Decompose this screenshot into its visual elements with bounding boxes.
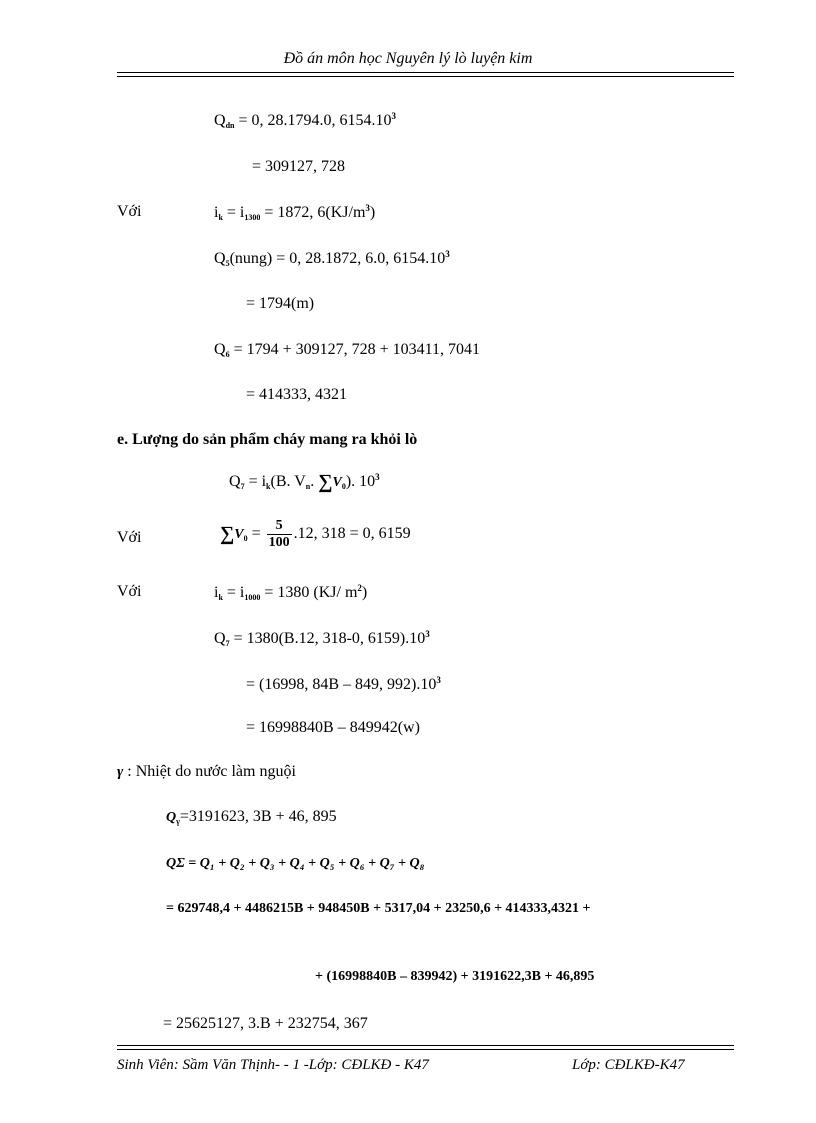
i-subscript: k xyxy=(218,213,223,222)
i-subscript-2: 1300 xyxy=(244,213,261,222)
q-symbol: Q xyxy=(214,630,226,647)
exponent: 3 xyxy=(391,111,396,121)
equation-rhs: (nung) = 0, 28.1872, 6.0, 6154.10 xyxy=(229,250,446,267)
v-symbol: V xyxy=(332,475,342,490)
vn-subscript: n xyxy=(305,482,311,491)
header-rule-bottom xyxy=(117,76,734,77)
q-subscript: 7 xyxy=(225,639,230,648)
v-subscript: 0 xyxy=(341,482,346,491)
equation-rhs: =3191623, 3B + 46, 895 xyxy=(179,808,337,825)
footer-rule-bottom xyxy=(117,1049,734,1050)
equation-q7-general xyxy=(229,471,380,494)
b-vn: (B. V xyxy=(270,473,306,490)
exponent: 3 xyxy=(425,629,430,639)
sigma-symbol: ∑ xyxy=(220,523,235,546)
dot: . xyxy=(310,473,319,490)
q-symbol: Q xyxy=(229,473,241,490)
q-symbol: Q xyxy=(214,250,226,267)
i-subscript: k xyxy=(218,593,223,602)
equals-i: = i xyxy=(244,473,267,490)
equation-rhs: = 1380(B.12, 318-0, 6159).10 xyxy=(229,630,426,647)
equation-q-gamma xyxy=(166,808,337,826)
equals: = xyxy=(247,525,265,543)
equation-q6 xyxy=(214,341,480,359)
exponent: 2 xyxy=(357,583,362,593)
q-symbol: Q xyxy=(214,341,226,358)
i-symbol: i xyxy=(214,584,219,601)
q-subscript: 7 xyxy=(240,482,245,491)
result-q-dn: = 309127, 728 xyxy=(252,158,346,175)
equation-rhs: = 1872, 6(KJ/m xyxy=(260,204,366,221)
i-subscript-2: 1000 xyxy=(244,593,261,602)
exponent: 3 xyxy=(365,203,370,213)
i-symbol: i xyxy=(214,204,219,221)
result-q6: = 414333, 4321 xyxy=(246,386,348,403)
fraction xyxy=(267,518,292,551)
q-subscript: 5 xyxy=(225,259,230,268)
equation-q-dn xyxy=(214,111,396,130)
q-subscript: 6 xyxy=(225,350,230,359)
result-q7-step xyxy=(246,675,441,694)
close-paren: ) xyxy=(369,204,376,221)
footer-rule-top xyxy=(117,1045,734,1046)
close-times-10: ). 10 xyxy=(345,473,376,490)
i-symbol-2: = i xyxy=(222,584,245,601)
footer-student: Sinh Viên: Sầm Văn Thịnh- - 1 -Lớp: CĐLKĐ - K47 xyxy=(117,1057,429,1073)
result-q-sum: = 25625127, 3.B + 232754, 367 xyxy=(163,1015,368,1032)
result-q5: = 1794(m) xyxy=(246,295,315,312)
equation-q5-nung xyxy=(214,249,450,268)
q-symbol: Q xyxy=(166,810,177,825)
equation-sum-expanded: = 629748,4 + 4486215B + 948450B + 5317,04 + 23250,6 + 414333,4321 + xyxy=(166,901,591,916)
gamma-description: : Nhiệt do nước làm nguội xyxy=(123,763,296,780)
sigma-symbol: ∑ xyxy=(318,471,333,493)
q-subscript: dn xyxy=(225,121,235,130)
equation-rhs: = 1380 (KJ/ m xyxy=(260,584,358,601)
exponent: 3 xyxy=(375,472,380,482)
equation-rhs: = 0, 28.1794.0, 6154.10 xyxy=(234,112,392,129)
q-subscript: γ xyxy=(176,817,180,826)
close-paren: ) xyxy=(361,584,368,601)
step-text: = (16998, 84B – 849, 992).10 xyxy=(246,676,437,693)
result-q7: = 16998840B – 849942(w) xyxy=(246,719,420,736)
gamma-symbol: γ xyxy=(117,764,124,780)
equation-sum-v0 xyxy=(220,518,411,551)
gamma-definition xyxy=(117,763,296,781)
v-subscript: 0 xyxy=(243,534,248,544)
exponent: 3 xyxy=(445,249,450,259)
label-voi-1: Với xyxy=(117,203,142,220)
equation-q7-value xyxy=(214,629,430,648)
header-rule-top xyxy=(117,72,734,73)
equation-ik-1000 xyxy=(214,583,367,602)
exponent: 3 xyxy=(436,675,441,685)
q-symbol: Q xyxy=(214,112,226,129)
footer-class: Lớp: CĐLKĐ-K47 xyxy=(572,1057,685,1073)
label-voi-2: Với xyxy=(117,529,142,546)
equation-rhs: = 1794 + 309127, 728 + 103411, 7041 xyxy=(229,341,481,358)
fraction-numerator: 5 xyxy=(267,518,292,535)
equation-q-sum: QΣ = Q₁ + Q₂ + Q₃ + Q₄ + Q₅ + Q₆ + Q₇ + Q₈ xyxy=(166,856,425,871)
i-symbol-2: = i xyxy=(222,204,245,221)
v-symbol: V xyxy=(234,527,244,543)
equation-rhs: .12, 318 = 0, 6159 xyxy=(293,525,411,543)
i-subscript: k xyxy=(266,482,271,491)
section-heading-e: e. Lượng do sản phẩm cháy mang ra khỏi lò xyxy=(117,431,418,448)
fraction-denominator: 100 xyxy=(268,535,290,550)
equation-ik-1300 xyxy=(214,203,375,222)
equation-sum-continued: + (16998840B – 839942) + 3191622,3B + 46,895 xyxy=(315,969,595,984)
label-voi-3: Với xyxy=(117,583,142,600)
page-header: Đồ án môn học Nguyên lý lò luyện kim xyxy=(283,50,533,67)
